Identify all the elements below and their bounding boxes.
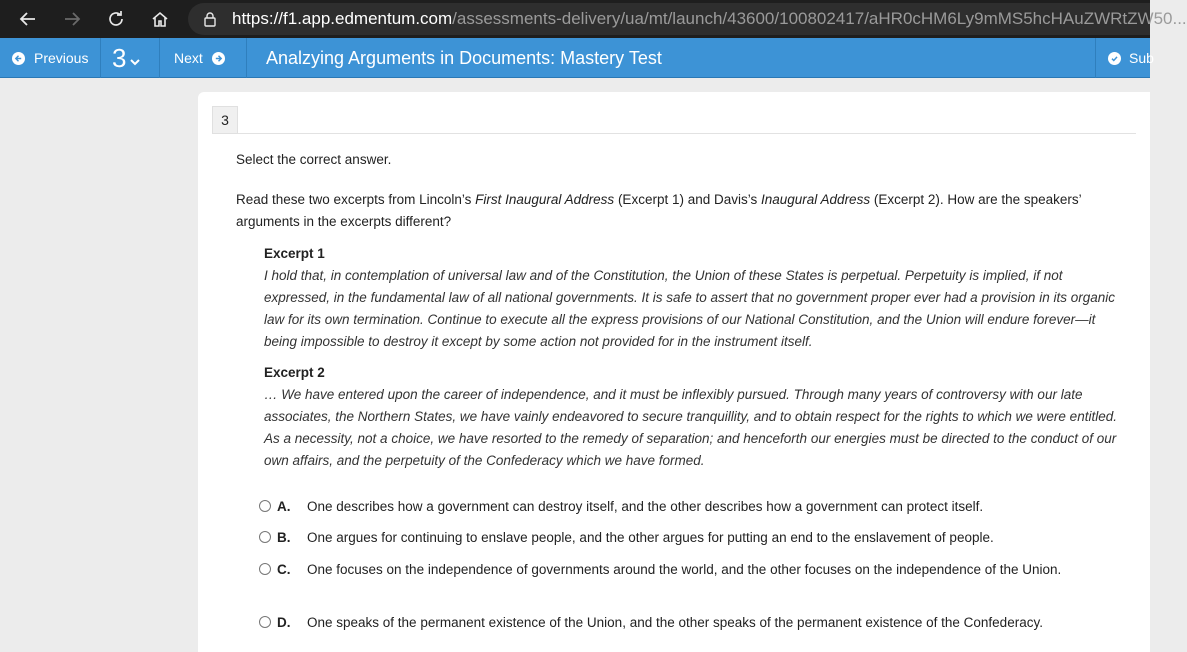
question-tab: 3 xyxy=(212,106,238,134)
test-toolbar xyxy=(0,38,1154,78)
choice-letter: B. xyxy=(277,530,291,545)
next-button[interactable] xyxy=(174,38,234,78)
address-bar[interactable] xyxy=(188,3,1187,35)
previous-label: Previous xyxy=(34,50,89,66)
url-path: /assessments-delivery/ua/mt/launch/43600/100802417/aHR0cHM6Ly9mMS5hcHAuZWRtZW50... xyxy=(452,9,1187,28)
instruction-text: Select the correct answer. xyxy=(236,152,392,167)
question-card xyxy=(198,92,1150,652)
excerpt1-text: I hold that, in contemplation of universal law and of the Constitution, the Union of these States is perpetual. Perpetuity is implied, if not expressed, in the fundamental law of all national governments. It is safe to assert that no government proper ever had a provision in its organic law for its own termination. Continue to execute all the express provisions of our National Constitution, and the Union will endure forever—it being impossible to destroy it except by some action not provided for in the instrument itself. xyxy=(264,268,1115,349)
forward-button[interactable] xyxy=(52,0,92,38)
choice-letter: A. xyxy=(277,499,291,514)
choice-letter: C. xyxy=(277,562,291,577)
lock-icon xyxy=(202,11,218,27)
check-circle-icon xyxy=(1108,52,1121,65)
choice-text: One focuses on the independence of governments around the world, and the other focuses on the independence of the Union. xyxy=(307,562,1062,577)
choice-text: One speaks of the permanent existence of the Union, and the other speaks of the permanent existence of the Confederacy. xyxy=(307,615,1043,630)
previous-arrow-icon xyxy=(12,52,25,65)
prompt-part: (Excerpt 2). How are the speakers’ arguments in the excerpts different? xyxy=(236,192,1082,229)
answer-choice-d[interactable] xyxy=(259,612,1097,634)
home-button[interactable] xyxy=(140,0,180,38)
back-button[interactable] xyxy=(8,0,48,38)
question-divider xyxy=(238,133,1136,134)
answer-choice-c[interactable] xyxy=(259,559,1067,581)
reload-icon xyxy=(106,9,126,29)
previous-button[interactable] xyxy=(12,38,98,78)
submit-label: Sub xyxy=(1129,50,1154,66)
choice-text: One argues for continuing to enslave people, and the other argues for putting an end to the enslavement of people. xyxy=(307,530,994,545)
radio-button[interactable] xyxy=(259,500,271,512)
radio-button[interactable] xyxy=(259,616,271,628)
prompt-work-title: First Inaugural Address xyxy=(475,192,615,207)
next-arrow-icon xyxy=(212,52,225,65)
radio-button[interactable] xyxy=(259,531,271,543)
chevron-down-icon xyxy=(129,56,141,68)
choice-letter: D. xyxy=(277,615,291,630)
submit-button[interactable] xyxy=(1095,38,1155,78)
excerpt2-text: … We have entered upon the career of independence, and it must be inflexibly pursued. Through many years of controversy with our late associates, the Northern States, we have vainly endeavored to secure tranquillity, and to obtain respect for the rights to which we were entitled. As a necessity, not a choice, we have resorted to the remedy of separation; and henceforth our energies must be directed to the conduct of our own affairs, and the perpetuity of the Confederacy which we have formed. xyxy=(264,387,1117,468)
reload-button[interactable] xyxy=(96,0,136,38)
excerpt1-heading: Excerpt 1 xyxy=(264,246,325,261)
question-number: 3 xyxy=(112,42,127,73)
back-arrow-icon xyxy=(18,9,38,29)
prompt-part: Read these two excerpts from Lincoln’s xyxy=(236,192,476,207)
radio-button[interactable] xyxy=(259,563,271,575)
test-title: Analzying Arguments in Documents: Mastery Test xyxy=(266,47,662,68)
forward-arrow-icon xyxy=(62,9,82,29)
excerpt2-heading: Excerpt 2 xyxy=(264,365,325,380)
toolbar-divider xyxy=(159,38,160,78)
next-label: Next xyxy=(174,50,203,66)
toolbar-divider xyxy=(100,38,101,78)
prompt-part: (Excerpt 1) and Davis’s xyxy=(614,192,761,207)
url-host: https://f1.app.edmentum.com xyxy=(232,9,453,28)
choice-text: One describes how a government can destroy itself, and the other describes how a government can protect itself. xyxy=(307,499,984,514)
question-selector[interactable] xyxy=(112,38,148,78)
browser-bar xyxy=(0,0,1187,38)
answer-choice-b[interactable] xyxy=(259,527,1067,549)
answer-choice-a[interactable] xyxy=(259,496,1067,518)
question-prompt xyxy=(236,189,1116,233)
prompt-work-title: Inaugural Address xyxy=(761,192,871,207)
toolbar-divider xyxy=(246,38,247,78)
home-icon xyxy=(150,9,170,29)
